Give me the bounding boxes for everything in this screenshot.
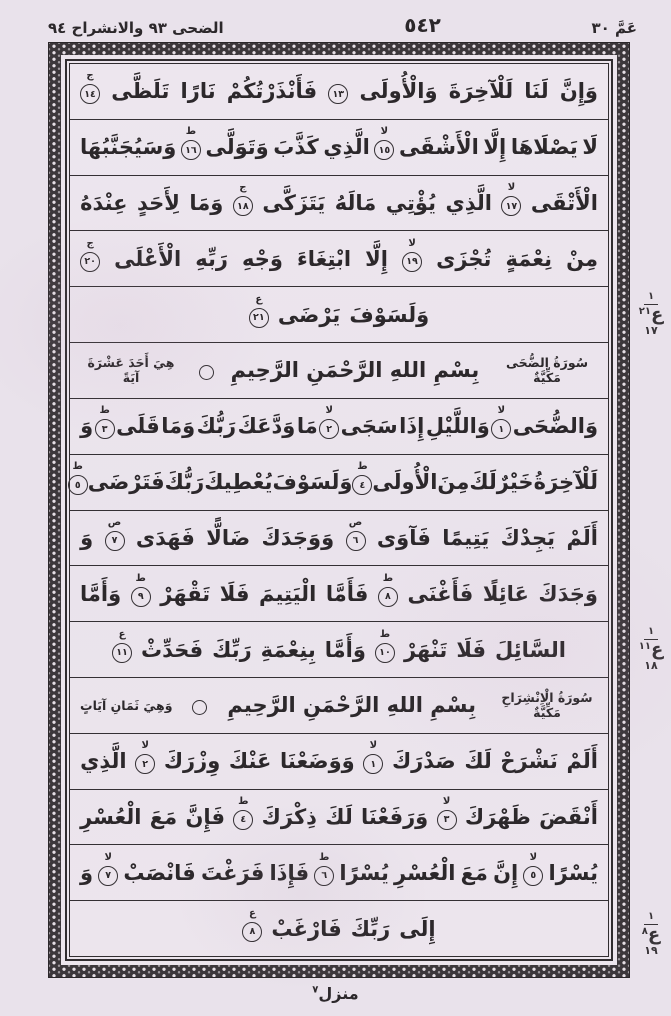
ayah-word: فَإِنَّ (185, 804, 226, 829)
ayah-word: أَنْقَضَ (539, 804, 598, 829)
ayah-word: ابْتِغَاءَ (296, 246, 352, 271)
ayah-word: لَلْآخِرَةَ (448, 79, 514, 104)
waqf-mark: ج (86, 237, 94, 249)
ayah-word: لَنَا (524, 79, 549, 104)
ayah-word: فَهَدَى (135, 525, 195, 550)
ayah-word: لَكَ (325, 804, 353, 829)
text-frame-outer-line (65, 59, 613, 961)
ayah-word: عَائِلًا (482, 581, 529, 606)
ayah-word: كَذَّبَ (273, 135, 319, 160)
manzil-number: ٧ (312, 984, 319, 996)
ruku-number-in-surah: ١ (644, 912, 658, 925)
ain-ruku-icon (638, 638, 664, 660)
ruku-number-in-surah: ١ (644, 627, 658, 640)
ayah-word: يُؤْتِي (385, 191, 436, 216)
verse-number-badge: ٢ لا (319, 419, 339, 439)
ayah-word: إِلَّا (483, 135, 507, 160)
ayah-word: وَأَمَّا (324, 637, 366, 662)
ayah-word: السَّائِلَ (495, 637, 566, 662)
ayah-word: عَنْكَ (228, 749, 272, 774)
ayah-word: رَبِّكَ (350, 916, 391, 941)
ayah-word: وَجَدَكَ (538, 581, 598, 606)
ayah-word: وَ (80, 414, 94, 439)
ayah-word: قَلَى (116, 414, 160, 439)
ayah-word: الْأَشْقَى (398, 135, 479, 160)
verse-number-badge: ٦ ص (346, 531, 366, 551)
ayah-word: وَاللَّيْلِ (425, 414, 490, 439)
waqf-mark: ط (319, 851, 330, 863)
verse-number-badge: ٥ ط (68, 475, 88, 495)
bismillah-text: بِسْمِ اللهِ الرَّحْمَنِ الرَّحِيمِ (227, 693, 477, 718)
verse-number-badge: ٤ ط (352, 475, 372, 495)
ayah-word: وَ (80, 860, 94, 885)
ayah-word: مِنَ (437, 470, 470, 495)
ayah-word: وَمَا (189, 191, 224, 216)
ruku-number-in-juz: ١٨ (644, 658, 658, 672)
surah-title: سُورَةُ الْاِنْشِرَاحِ مَكِّيَّةٌ (501, 690, 593, 721)
ayah-word: مِنْ (566, 246, 598, 271)
ayah-word: لَكَ (464, 749, 492, 774)
ayah-word: إِلَّا (365, 246, 388, 271)
ayah-word: تَنْهَرْ (403, 637, 448, 662)
ayah-word: وَدَّعَكَ (237, 414, 296, 439)
ayah-word: أَلَمْ (566, 749, 598, 774)
ayah-word: مَا (296, 414, 318, 439)
verse-number-badge: ٧ لا (98, 866, 118, 886)
ayah-word: نَارًا (180, 79, 216, 104)
ayah-word: وَرَفَعْنَا (361, 804, 429, 829)
ayah-word: صَدْرَكَ (391, 749, 456, 774)
ayah-word: فَلَا (219, 581, 250, 606)
ayah-word: الْأُولَى (372, 470, 438, 495)
ain-letter: ع (650, 638, 664, 660)
waqf-mark: ع (248, 907, 256, 919)
ayah-word: الْيَتِيمَ (259, 581, 317, 606)
waqf-mark: لا (529, 851, 538, 863)
verse-number-badge: ١٥ لا (374, 140, 394, 160)
ayah-word: فَإِذَا (269, 860, 310, 885)
ayah-word: لَلْآخِرَةُ (533, 470, 598, 495)
waqf-mark: لا (380, 126, 389, 138)
verse-number-badge: ١٦ ط (181, 140, 201, 160)
ayah-line (70, 455, 608, 511)
ayah-line (70, 734, 608, 790)
ayah-word: فَأَمَّا (325, 581, 369, 606)
ayah-word: وَسَيُجَنَّبُهَا (80, 135, 177, 160)
verse-number-badge: ٨ ع (242, 922, 262, 942)
ayah-word: رَبِّكَ (212, 637, 252, 662)
ayah-word: خَيْرٌ (496, 470, 534, 495)
ayah-line (70, 231, 608, 287)
ruku-marker-ash-sharh (636, 912, 666, 956)
ayah-line (70, 901, 608, 956)
ayah-word: بِنِعْمَةِ (260, 637, 316, 662)
waqf-mark: لا (369, 740, 378, 752)
ayah-word: عِنْدَهُ (80, 191, 128, 216)
ayah-word: فَأَنْذَرْتُكُمْ (226, 79, 318, 104)
verse-number-badge: ١٠ ط (375, 643, 395, 663)
ayah-line (70, 845, 608, 901)
ayah-word: وَالْأُولَى (359, 79, 438, 104)
ayah-line (70, 64, 608, 120)
verse-number-badge: ٣ ط (95, 419, 115, 439)
ayah-word: الَّذِي (323, 135, 370, 160)
ayah-word: الَّذِي (445, 191, 492, 216)
verse-number-badge: ١ لا (363, 754, 383, 774)
waqf-mark: لا (104, 851, 112, 863)
ayah-word: لَكَ (469, 470, 497, 495)
verse-number-badge: ٦ ط (314, 866, 334, 886)
ayah-count-note: هِيَ أَحَدَ عَشْرَةَ آيَةً (87, 355, 175, 386)
ayah-word: إِلَى (399, 916, 436, 941)
ayah-word: ذِكْرَكَ (261, 804, 317, 829)
ruku-number-in-juz: ١٧ (644, 323, 658, 337)
ain-ruku-icon (638, 303, 664, 325)
ayah-line (70, 790, 608, 846)
ayah-word: وَأَمَّا (80, 581, 122, 606)
ornamental-border (48, 42, 630, 978)
waqf-mark: ج (86, 70, 94, 82)
bismillah-end-circle-icon (199, 365, 214, 380)
ayah-word: وَ (80, 525, 94, 550)
verse-number-badge: ١٨ ج (233, 196, 253, 216)
ayah-word: وِزْرَكَ (163, 749, 221, 774)
ayah-word: وَمَا (161, 414, 196, 439)
ayah-word: الْأَعْلَى (114, 246, 182, 271)
ayah-word: وَلَسَوْفَ (349, 302, 430, 327)
frame-gap (61, 55, 617, 965)
ruku-number-in-surah: ١ (644, 292, 658, 305)
ayah-word: وَوَجَدَكَ (261, 525, 335, 550)
ayah-word: تَقْهَرْ (160, 581, 211, 606)
ayah-word: يَصْلَاهَا (510, 135, 578, 160)
ruku-ayah-count: ٨ (641, 925, 648, 937)
waqf-mark: ط (99, 405, 110, 417)
verse-number-badge: ٢٠ ج (80, 252, 100, 272)
waqf-mark: ج (239, 182, 247, 194)
verse-number-badge: ٧ ص (105, 531, 125, 551)
ayah-word: الْعُسْرِ (394, 860, 456, 885)
ayah-line (70, 287, 608, 343)
ain-letter: ع (650, 303, 664, 325)
ayah-word: يُعْطِيكَ (204, 470, 273, 495)
ayah-word: ظَهْرَكَ (464, 804, 531, 829)
ayah-word: يُسْرًا (339, 860, 389, 885)
ruku-marker-al-lail (636, 292, 666, 336)
verse-number-badge: ١ لا (491, 419, 511, 439)
waqf-mark: لا (141, 740, 149, 752)
manzil-label (0, 984, 671, 1003)
bismillah-end-circle-icon (192, 700, 207, 715)
ayah-line (70, 399, 608, 455)
verse-number-badge: ١٤ ج (80, 84, 100, 104)
waqf-mark: لا (442, 795, 451, 807)
ayah-word: رَبُّكَ (196, 414, 237, 439)
surah-header-line (70, 343, 608, 399)
ayah-count-note: وَهِيَ ثَمَانِ آيَاتٍ (80, 697, 173, 713)
ayah-word: رَبِّهِ (195, 246, 228, 271)
ruku-ayah-count: ٢١ (638, 305, 651, 317)
verse-number-badge: ١٣ (328, 84, 348, 104)
waqf-mark: ص (348, 516, 363, 528)
verse-number-badge: ٨ ط (378, 587, 398, 607)
waqf-mark: ط (379, 628, 391, 640)
verse-number-badge: ١١ ع (112, 643, 132, 663)
verse-number-badge: ٩ ط (131, 587, 151, 607)
waqf-mark: ط (72, 461, 83, 473)
ayah-word: يَتَزَكَّى (262, 191, 326, 216)
ayah-word: يَتِيمًا (442, 525, 490, 550)
ayah-word: وَجْهِ (241, 246, 283, 271)
waqf-mark: لا (325, 405, 333, 417)
ayah-word: مَعَ (460, 860, 488, 885)
ayah-word: يَجِدْكَ (500, 525, 556, 550)
waqf-mark: لا (408, 237, 416, 249)
ayah-word: فَانْصَبْ (123, 860, 196, 885)
ayah-line (70, 566, 608, 622)
waqf-mark: ع (118, 628, 126, 640)
verse-number-badge: ٤ ط (233, 810, 253, 830)
ayah-word: فَحَدِّثْ (141, 637, 204, 662)
ayah-word: وَالضُّحَى (512, 414, 598, 439)
manzil-word: منزل (318, 984, 359, 1003)
ruku-marker-ad-duha (636, 627, 666, 671)
ayah-line (70, 176, 608, 232)
ayah-word: ضَالًّا (206, 525, 251, 550)
ayah-word: فَرَغْتَ (200, 860, 265, 885)
ayah-word: يَرْضَى (277, 302, 341, 327)
waqf-mark: ط (357, 461, 368, 473)
ayah-word: مَالَهُ (334, 191, 377, 216)
ayah-word: فَتَرْضَى (87, 470, 165, 495)
ayah-line (70, 511, 608, 567)
ain-ruku-icon (641, 923, 661, 945)
ayah-word: لِأَحَدٍ (137, 191, 180, 216)
waqf-mark: ط (185, 126, 197, 138)
ayah-word: فَارْغَبْ (271, 916, 342, 941)
ayah-word: رَبُّكَ (164, 470, 205, 495)
ayah-line (70, 120, 608, 176)
ayah-word: إِنَّ (493, 860, 519, 885)
ayah-word: فَآوَى (376, 525, 431, 550)
quran-text-block (69, 63, 609, 957)
ayah-word: مَعَ (149, 804, 178, 829)
verse-number-badge: ٢ لا (135, 754, 155, 774)
ayah-word: فَلَا (456, 637, 487, 662)
ayah-word: الْأَتْقَى (530, 191, 598, 216)
verse-number-badge: ٣ لا (437, 810, 457, 830)
verse-number-badge: ١٩ لا (402, 252, 422, 272)
waqf-mark: ط (135, 572, 146, 584)
surah-names-label: الضحى ٩٣ والانشراح ٩٤ (48, 19, 224, 37)
waqf-mark: ط (238, 795, 249, 807)
waqf-mark: لا (497, 405, 506, 417)
ayah-word: نَشْرَحْ (500, 749, 558, 774)
ruku-ayah-count: ١١ (638, 640, 651, 652)
ayah-word: تَلَظَّى (111, 79, 170, 104)
ayah-word: الَّذِي (80, 749, 127, 774)
verse-number-badge: ١٧ لا (501, 196, 521, 216)
waqf-mark: ط (382, 572, 394, 584)
ayah-word: أَلَمْ (566, 525, 598, 550)
bismillah-text: بِسْمِ اللهِ الرَّحْمَنِ الرَّحِيمِ (230, 358, 480, 383)
ayah-word: وَوَضَعْنَا (280, 749, 355, 774)
ayah-word: سَجَى (340, 414, 398, 439)
ayah-word: تُجْزَى (436, 246, 492, 271)
surah-header-line (70, 678, 608, 734)
waqf-mark: لا (507, 182, 516, 194)
ruku-number-in-juz: ١٩ (644, 943, 658, 957)
verse-number-badge: ٢١ ع (249, 308, 269, 328)
ayah-word: وَتَوَلَّى (205, 135, 269, 160)
ayah-line (70, 622, 608, 678)
juz-label: عَمَّ ٣٠ (591, 19, 637, 37)
page-header (48, 5, 637, 37)
waqf-mark: ص (107, 516, 122, 528)
ayah-word: الْعُسْرِ (80, 804, 142, 829)
waqf-mark: ع (255, 293, 263, 305)
ayah-word: إِذَا (399, 414, 425, 439)
page-number: ٥٤٢ (404, 13, 441, 37)
ayah-word: يُسْرًا (548, 860, 598, 885)
ayah-word: نِعْمَةٍ (505, 246, 553, 271)
verse-number-badge: ٥ لا (523, 866, 543, 886)
ayah-word: لَا (582, 135, 598, 160)
ayah-word: وَإِنَّ (559, 79, 598, 104)
ayah-word: فَأَغْنَى (407, 581, 474, 606)
surah-title: سُورَةُ الضُّحَى مَكِّيَّةٌ (505, 355, 588, 386)
ayah-word: وَلَسَوْفَ (272, 470, 353, 495)
ain-letter: ع (647, 923, 661, 945)
